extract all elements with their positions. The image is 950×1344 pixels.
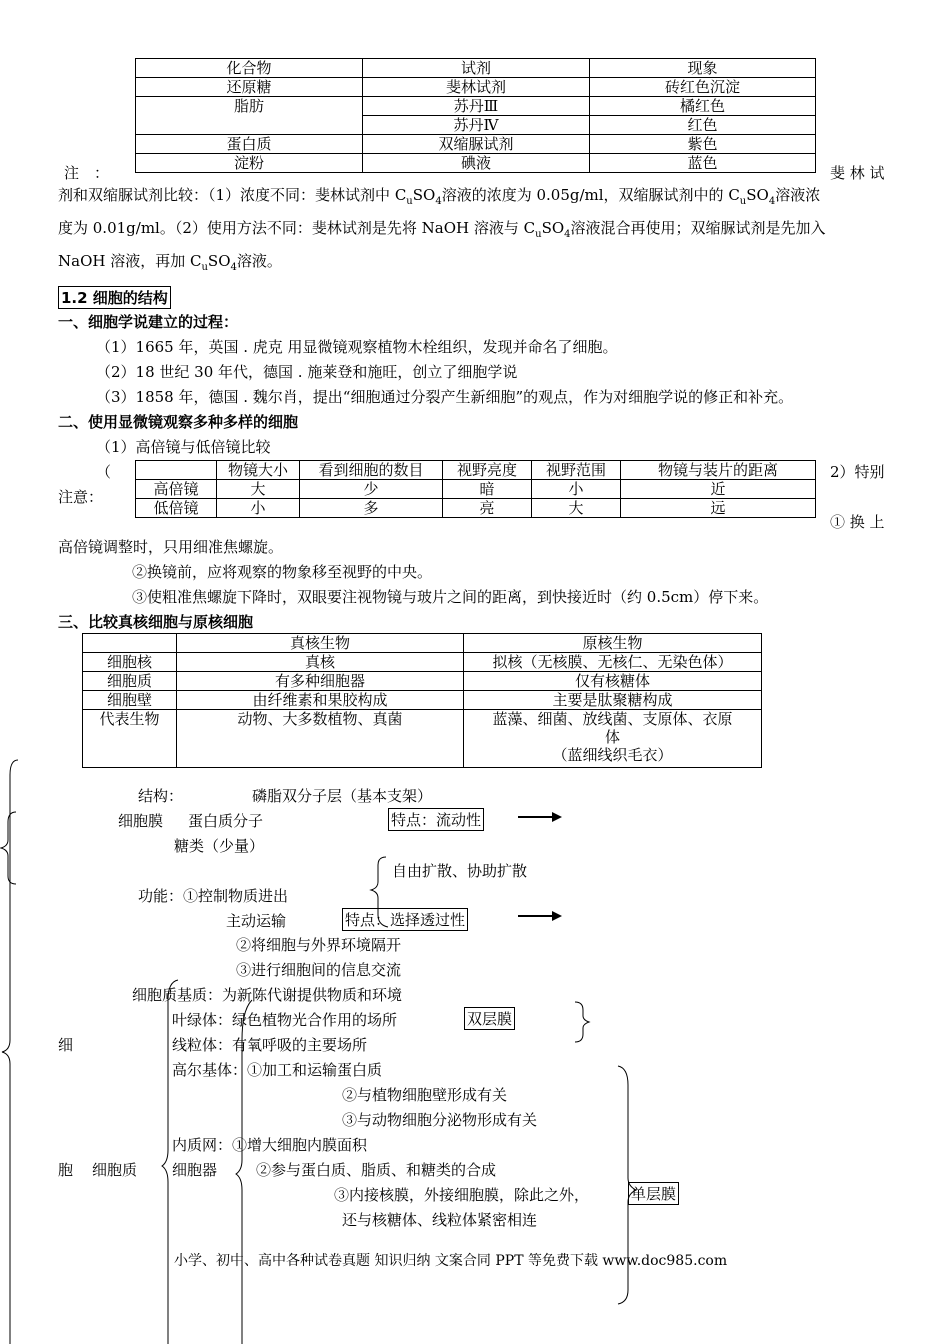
- lipid-bilayer: 磷脂双分子层（基本支架）: [252, 787, 433, 805]
- table-cell: 近: [621, 480, 816, 499]
- double-membrane: 双层膜: [464, 1007, 515, 1030]
- active-transport: 主动运输: [226, 912, 287, 930]
- table-cell: 红色: [590, 116, 816, 135]
- table-header-cell: 现象: [590, 59, 816, 78]
- table-header-cell: 看到细胞的数目: [300, 461, 443, 480]
- table-cell: 低倍镜: [136, 499, 217, 518]
- feature-selective: 特点：选择透过性: [342, 908, 468, 931]
- table-cell: 亮: [443, 499, 532, 518]
- er: ②参与蛋白质、脂质、和糖类的合成: [256, 1161, 497, 1179]
- table-cell: 细胞核: [83, 653, 177, 672]
- feature-fluidity: 特点：流动性: [388, 808, 484, 831]
- note-label-right: ① 换 上: [830, 513, 885, 531]
- table-cell: 苏丹Ⅲ: [363, 97, 590, 116]
- table-cell: 主要是肽聚糖构成: [464, 691, 762, 710]
- table-cell: 斐林试剂: [363, 78, 590, 97]
- cell-line: （蓝细线织毛衣）: [552, 746, 673, 764]
- table-cell: 双缩脲试剂: [363, 135, 590, 154]
- er: ③内接核膜，外接细胞膜，除此之外，: [334, 1186, 590, 1204]
- paren-mark: （: [96, 463, 112, 481]
- table-cell: 动物、大多数植物、真菌: [177, 710, 464, 768]
- footer-text: 小学、初中、高中各种试卷真题 知识归纳 文案合同 PPT 等免费下载 www.doc985.com: [174, 1253, 728, 1269]
- cell-membrane-label: 细胞膜: [118, 812, 164, 830]
- arrow-icon: [518, 816, 554, 818]
- cell-line: 体: [604, 728, 620, 746]
- paragraph: 高倍镜调整时，只用细准焦螺旋。: [58, 538, 284, 556]
- table-cell: 拟核（无核膜、无核仁、无染色体）: [464, 653, 762, 672]
- note-label: 注意：: [58, 488, 104, 506]
- structure-label: 结构：: [138, 787, 184, 805]
- note-line: 剂和双缩脲试剂比较：（1）浓度不同：斐林试剂中 $C_uSO_4$溶液的浓度为 0.05g/ml，双缩脲试剂中的 $C_uSO_4$溶液浓: [58, 186, 821, 207]
- table-cell: 细胞壁: [83, 691, 177, 710]
- table-cell: 暗: [443, 480, 532, 499]
- table-cell: 代表生物: [83, 710, 177, 768]
- er: 还与核糖体、线粒体紧密相连: [342, 1211, 538, 1229]
- paragraph: ②换镜前，应将观察的物象移至视野的中央。: [132, 563, 433, 581]
- cytoplasm-label: 细胞质: [92, 1161, 138, 1179]
- table-cell: 大: [217, 480, 300, 499]
- heading-1: 一、细胞学说建立的过程：: [58, 313, 239, 331]
- er: 内质网：①增大细胞内膜面积: [172, 1136, 368, 1154]
- table-cell: 小: [217, 499, 300, 518]
- note-line: 度为 0.01g/ml。（2）使用方法不同：斐林试剂是先将 NaOH 溶液与 $C_uSO_4$溶液混合再使用；双缩脲试剂是先加入: [58, 219, 826, 240]
- table-cell: 仅有核糖体: [464, 672, 762, 691]
- note-line: NaOH 溶液，再加 $C_uSO_4$溶液。: [58, 252, 282, 273]
- table-header-cell: 真核生物: [177, 634, 464, 653]
- table-cell: 多: [300, 499, 443, 518]
- table-cell: 砖红色沉淀: [590, 78, 816, 97]
- heading-2: 二、使用显微镜观察多种多样的细胞: [58, 413, 299, 431]
- table-cell: 紫色: [590, 135, 816, 154]
- table-header-cell: 化合物: [136, 59, 363, 78]
- function-item: ②将细胞与外界环境隔开: [236, 936, 402, 954]
- protein-label: 蛋白质分子: [188, 812, 264, 830]
- mitochondria: 线粒体：有氧呼吸的主要场所: [172, 1036, 368, 1054]
- list-item: （1）1665 年，英国 . 虎克 用显微镜观察植物木栓组织，发现并命名了细胞。: [96, 338, 618, 356]
- table-cell: 蓝色: [590, 154, 816, 173]
- table-cell: 高倍镜: [136, 480, 217, 499]
- sugar-label: 糖类（少量）: [174, 837, 265, 855]
- table-cell: 碘液: [363, 154, 590, 173]
- function-label: 功能：①控制物质进出: [138, 887, 289, 905]
- note-label: 注 ：: [64, 164, 110, 182]
- table-cell: 还原糖: [136, 78, 363, 97]
- cell-char: 胞: [58, 1161, 74, 1179]
- diffusion-label: 自由扩散、协助扩散: [392, 862, 528, 880]
- table-header-cell: 物镜大小: [217, 461, 300, 480]
- cell-line: 蓝藻、细菌、放线菌、支原体、衣原: [492, 710, 733, 728]
- table-cell: 橘红色: [590, 97, 816, 116]
- note-label-right: 斐 林 试: [830, 164, 885, 182]
- table-cell: 小: [532, 480, 621, 499]
- table-cell: 脂肪: [136, 97, 363, 135]
- golgi: ③与动物细胞分泌物形成有关: [342, 1111, 538, 1129]
- list-item: （3）1858 年，德国 . 魏尔肖，提出“细胞通过分裂产生新细胞”的观点，作为对细胞学说的修正和补充。: [96, 388, 794, 406]
- single-membrane: 单层膜: [628, 1182, 679, 1205]
- sub-heading: （1）高倍镜与低倍镜比较: [96, 438, 271, 456]
- table-cell: 有多种细胞器: [177, 672, 464, 691]
- organelle-label: 细胞器: [172, 1161, 218, 1179]
- golgi: ②与植物细胞壁形成有关: [342, 1086, 508, 1104]
- chloroplast: 叶绿体：绿色植物光合作用的场所: [172, 1011, 398, 1029]
- table-cell: 淀粉: [136, 154, 363, 173]
- table-cell: 大: [532, 499, 621, 518]
- table-header-cell: 物镜与装片的距离: [621, 461, 816, 480]
- golgi: 高尔基体：①加工和运输蛋白质: [172, 1061, 383, 1079]
- table-header-cell: 试剂: [363, 59, 590, 78]
- table-cell: 蛋白质: [136, 135, 363, 154]
- table-header-cell: 原核生物: [464, 634, 762, 653]
- heading-3: 三、比较真核细胞与原核细胞: [58, 613, 254, 631]
- function-item: ③进行细胞间的信息交流: [236, 961, 402, 979]
- cell-char: 细: [58, 1036, 74, 1054]
- table-cell: 真核: [177, 653, 464, 672]
- table-cell: 远: [621, 499, 816, 518]
- table-cell: 由纤维素和果胶构成: [177, 691, 464, 710]
- arrow-icon: [518, 915, 554, 917]
- cytoplasm-matrix: 细胞质基质：为新陈代谢提供物质和环境: [132, 986, 403, 1004]
- table-header-cell: 视野范围: [532, 461, 621, 480]
- table-cell: 苏丹Ⅳ: [363, 116, 590, 135]
- table-cell: 细胞质: [83, 672, 177, 691]
- table-header-cell: 视野亮度: [443, 461, 532, 480]
- note-label-right: 2）特别: [830, 463, 885, 481]
- table-cell: 少: [300, 480, 443, 499]
- paragraph: ③使粗准焦螺旋下降时，双眼要注视物镜与玻片之间的距离，到快接近时（约 0.5cm）停下来。: [132, 588, 769, 606]
- section-title: 1.2 细胞的结构: [58, 286, 171, 309]
- list-item: （2）18 世纪 30 年代，德国 . 施莱登和施旺，创立了细胞学说: [96, 363, 518, 381]
